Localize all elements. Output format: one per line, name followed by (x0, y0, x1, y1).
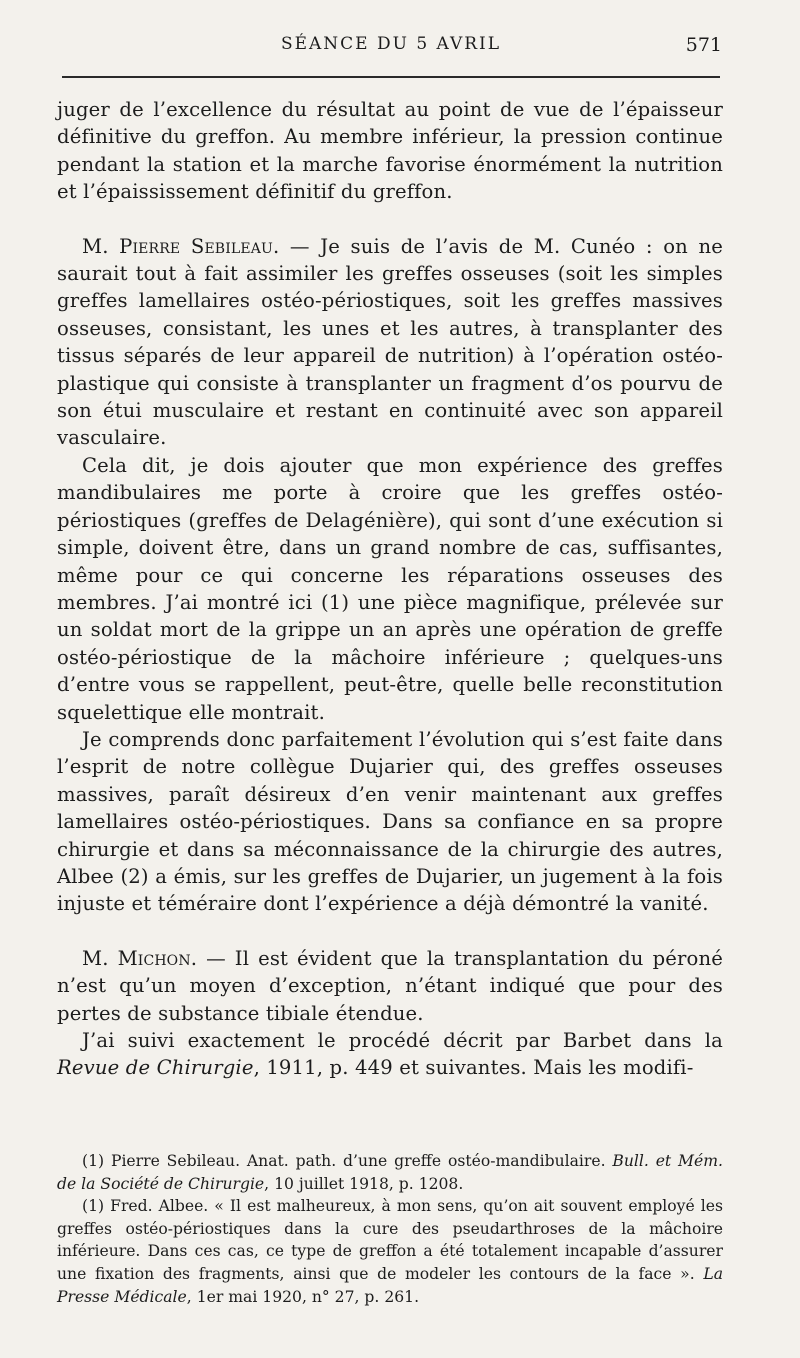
footnotes (57, 1150, 723, 1308)
running-title: SÉANCE DU 5 AVRIL (280, 34, 502, 54)
paragraph-2-text: — Je suis de l’avis de M. Cunéo : on ne saurait tout à fait assimiler les greffes osseuses (soit les simples greffes lamellaires ostéo-périostiques, soit les greffes massives osseuses, consistant, les unes et les autres, à transplanter des tissus séparés de leur appareil de nutrition) à l’opération ostéo-plastique qui consiste à transplanter un fragment d’os pourvu de son étui musculaire et restant en continuité avec son appareil vasculaire. (57, 234, 723, 450)
paragraph-gap (57, 918, 723, 945)
header-rule (62, 76, 720, 78)
footnote-2-journal: La Presse Médicale (57, 1264, 723, 1306)
speaker-sebileau: M. Pierre Sebileau. (82, 234, 280, 258)
paragraph-3: Cela dit, je dois ajouter que mon expérience des greffes mandibulaires me porte à croire que les greffes ostéo-périostiques (greffes de Delagénière), qui sont d’une exécution si simple, doivent être, dans un grand nombre de cas, suffisantes, même pour ce qui concerne les réparations osseuses des membres. J’ai montré ici (1) une pièce magnifique, prélevée sur un soldat mort de la grippe un an après une opération de greffe ostéo-périostique de la mâchoire inférieure ; quelques-uns d’entre vous se rappellent, peut-être, quelle belle reconstitution squelettique elle montrait. (57, 453, 723, 724)
footnote-2 (57, 1195, 723, 1308)
paragraph-5-text: — Il est évident que la transplantation du péroné n’est qu’un moyen d’exception, n’étant indiqué que pour des pertes de substance tibiale étendue. (57, 946, 723, 1025)
speaker-michon: M. Michon. (82, 946, 198, 970)
paragraph-gap (57, 206, 723, 233)
paragraph-6 (57, 1027, 723, 1082)
footnote-1-journal: Bull. et Mém. de la Société de Chirurgie (57, 1152, 723, 1193)
paragraph-6-text-a: J’ai suivi exactement le procédé décrit par Barbet dans la (82, 1029, 723, 1052)
page-number: 571 (685, 34, 722, 56)
footnote-1-text-a: (1) Pierre Sebileau. Anat. path. d’une greffe ostéo-mandibulaire. (82, 1152, 613, 1170)
paragraph-5 (57, 945, 723, 1027)
footnote-2-text-a: (1) Fred. Albee. « Il est malheureux, à mon sens, qu’on ait souvent employé les greffes ostéo-périostiques dans la cure des pseudarthroses de la mâchoire inférieure. Dans ces cas, ce type de greffon a été totalement incapable d’assurer une fixation des fragments, ainsi que de modeler les contours de la face ». (57, 1197, 723, 1283)
footnote-1 (57, 1150, 723, 1195)
paragraph-4: Je comprends donc parfaitement l’évolution qui s’est faite dans l’esprit de notre collègue Dujarier qui, des greffes osseuses massives, paraît désireux d’en venir maintenant aux greffes lamellaires ostéo-périostiques. Dans sa confiance en sa propre chirurgie et dans sa méconnaissance de la chirurgie des autres, Albee (2) a émis, sur les greffes de Dujarier, un jugement à la fois injuste et téméraire dont l’expérience a déjà démontré la vanité. (57, 727, 723, 916)
paragraph-6-text-b: , 1911, p. 449 et suivantes. Mais les modifi- (253, 1056, 694, 1080)
journal-title: Revue de Chirurgie (57, 1056, 254, 1080)
body-text (57, 96, 723, 1082)
paragraph-2 (57, 233, 723, 452)
footnote-2-text-b: , 1er mai 1920, n° 27, p. 261. (186, 1287, 420, 1306)
footnote-1-text-b: , 10 juillet 1918, p. 1208. (264, 1174, 464, 1193)
paragraph-1: juger de l’excellence du résultat au point de vue de l’épaisseur définitive du greffon. Au membre inférieur, la pression continue pendant la station et la marche favorise énormément la nutrition et l’épaississement définitif du greffon. (57, 98, 723, 204)
page-header (60, 34, 722, 62)
